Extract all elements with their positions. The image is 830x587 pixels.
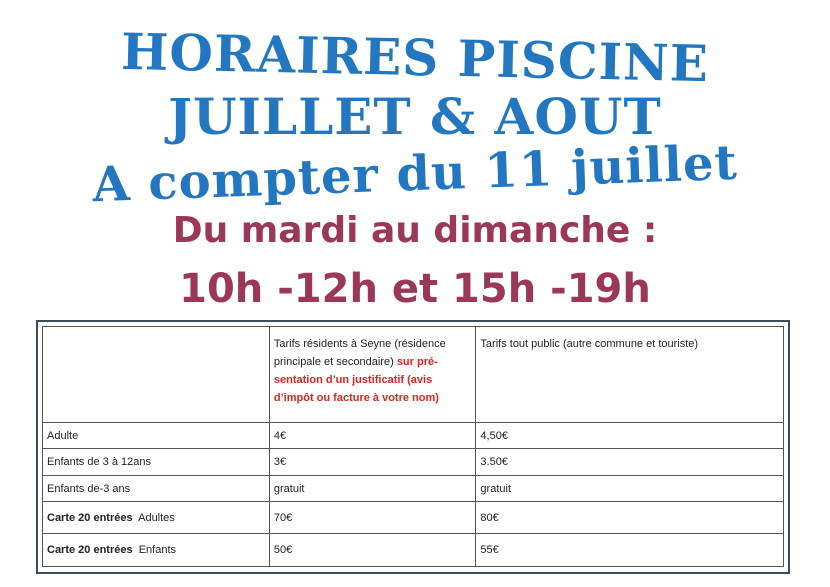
title-line-1: HORAIRES PISCINE (120, 21, 710, 94)
start-date-line: A compter du 11 juillet (91, 134, 739, 214)
resident-price: 4€ (269, 423, 476, 449)
resident-price: 50€ (269, 534, 476, 567)
header-residents-proof-text: sur pré-sentation d’un justificatif (avis d’impôt ou facture à votre nom) (273, 356, 439, 404)
header-cell-empty (43, 327, 270, 423)
resident-price: gratuit (269, 476, 476, 502)
opening-days: Du mardi au dimanche : (172, 210, 658, 251)
table-row (43, 423, 784, 449)
header-residents-text: Tarifs résidents à Seyne (résidence principale et secondaire) (273, 338, 446, 368)
row-label-text: Enfants de-3 ans (47, 482, 131, 495)
resident-price: 70€ (269, 502, 476, 534)
row-label (43, 449, 270, 476)
row-label (43, 534, 270, 567)
table-row (43, 502, 784, 534)
row-label-text: Adultes (132, 511, 175, 524)
table-row (43, 534, 784, 567)
row-label-text: Enfants de 3 à 12ans (47, 456, 151, 468)
row-label (43, 476, 270, 502)
public-price: 55€ (476, 534, 784, 567)
table-row (43, 449, 784, 476)
row-label (43, 502, 270, 534)
table-row (43, 476, 784, 502)
table-header-row (43, 327, 784, 423)
opening-hours: 10h -12h et 15h -19h (179, 266, 651, 312)
public-price: 3.50€ (476, 449, 784, 476)
row-label (43, 423, 270, 449)
price-table (42, 326, 784, 567)
row-label-text: Enfants (132, 544, 177, 556)
header-cell-public: Tarifs tout public (autre commune et touriste) (476, 327, 784, 423)
public-price: gratuit (476, 476, 784, 502)
title-line-2: JUILLET & AOUT (168, 87, 662, 146)
public-price: 4,50€ (476, 423, 784, 449)
row-label-bold: Carte 20 entrées (47, 511, 133, 524)
row-label-text: Adulte (47, 429, 79, 442)
header-cell-residents (269, 327, 476, 423)
resident-price: 3€ (269, 449, 476, 476)
row-label-bold: Carte 20 entrées (47, 544, 133, 556)
public-price: 80€ (476, 502, 784, 534)
